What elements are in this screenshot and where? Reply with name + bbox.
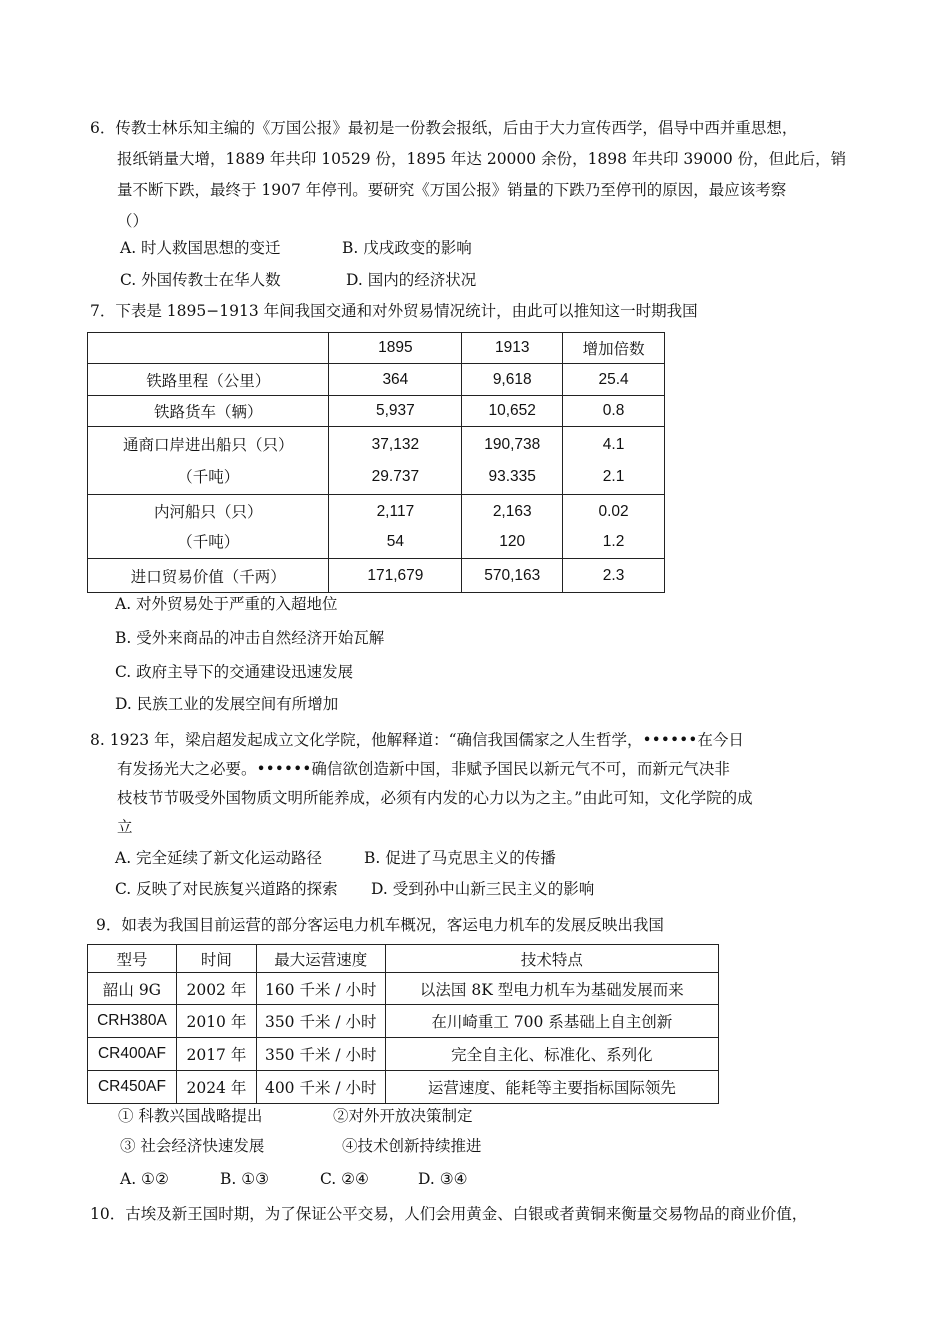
value-1895: 364 [329,364,462,396]
value-line: 0.02 [598,502,629,520]
header-cell [88,333,329,364]
value-1913: 9,618 [462,364,563,396]
question-9-statements-row-1 [118,1104,473,1128]
row-label: 铁路里程（公里） [88,364,329,396]
option-b: B. ①③ [220,1170,270,1188]
row-label-line: （千吨） [177,532,240,551]
question-7 [90,296,870,327]
speed-cell: 160 千米 / 小时 [256,973,385,1005]
year-cell: 2017 年 [176,1038,256,1071]
question-8-options-row-2 [115,877,594,901]
header-cell: 技术特点 [385,945,718,973]
question-7-number: 7． [90,302,116,320]
row-label-line: 通商口岸进出船只（只） [122,435,294,454]
question-9-number: 9． [96,916,122,934]
question-8-line-3: 枝枝节节吸受外国物质文明所能养成，必须有内发的心力以为之主。”由此可知，文化学院的成 [117,789,753,807]
question-6-line-3: 量不断下跌，最终于 1907 年停刊。要研究《万国公报》销量的下跌乃至停刊的原因，最应该考察 [117,181,787,199]
option-a: A. 时人救国思想的变迁 [120,239,281,257]
increase-ratio [563,427,665,495]
question-10-text: 古埃及新王国时期，为了保证公平交易，人们会用黄金、白银或者黄铜来衡量交易物品的商业价值， [125,1205,808,1223]
option-c: C. 反映了对民族复兴道路的探索 [115,880,338,898]
option-b: B. 受外来商品的冲击自然经济开始瓦解 [115,629,385,647]
row-label-line: 内河船只（只） [153,502,263,521]
question-7-text: 下表是 1895−1913 年间我国交通和对外贸易情况统计，由此可以推知这一时期我国 [115,302,698,320]
row-label-line: （千吨） [177,467,240,486]
option-a: A. 对外贸易处于严重的入超地位 [115,595,338,613]
question-6-line-1: 传教士林乐知主编的《万国公报》最初是一份教会报纸，后由于大力宣传西学，倡导中西并重思想， [115,119,798,137]
value-1913 [462,495,563,559]
question-8 [90,726,870,842]
increase-ratio: 25.4 [563,364,665,396]
question-6-number: 6． [90,119,116,137]
value-1895 [329,427,462,495]
option-d: D. 民族工业的发展空间有所增加 [115,695,339,713]
table-row [88,427,665,495]
option-b: B. 戊戌政变的影响 [342,239,472,257]
row-label [88,427,329,495]
statement-2: ②对外开放决策制定 [333,1107,473,1125]
speed-cell: 350 千米 / 小时 [256,1038,385,1071]
value-1913: 10,652 [462,396,563,427]
value-line: 120 [499,532,526,550]
question-9-options-row [120,1167,468,1191]
option-b: B. 促进了马克思主义的传播 [364,849,556,867]
question-6 [90,113,870,237]
value-1895 [329,495,462,559]
model-cell: 韶山 9G [88,973,177,1005]
option-c: C. 政府主导下的交通建设迅速发展 [115,663,354,681]
table-row [88,495,665,559]
header-cell: 最大运营速度 [256,945,385,973]
option-d: D. ③④ [418,1170,468,1188]
question-8-line-1: 1923 年，梁启超发起成立文化学院，他解释道：“确信我国儒家之人生哲学，••••••在今日 [109,731,744,749]
table-row [88,1071,719,1104]
header-cell: 1895 [329,333,462,364]
increase-ratio [563,495,665,559]
table-header-row [88,333,665,364]
question-10-number: 10． [90,1205,126,1223]
feature-cell: 运营速度、能耗等主要指标国际领先 [385,1071,718,1104]
trade-statistics-table [87,332,665,593]
row-label: 进口贸易价值（千两） [88,559,329,593]
value-line: 1.2 [602,532,625,550]
model-cell: CR450AF [88,1071,177,1104]
model-cell: CRH380A [88,1005,177,1038]
value-line: 190,738 [484,435,541,453]
statement-1: ① 科教兴国战略提出 [118,1107,263,1125]
speed-cell: 350 千米 / 小时 [256,1005,385,1038]
table-row [88,396,665,427]
model-cell: CR400AF [88,1038,177,1071]
table-row [88,559,665,593]
row-label [88,495,329,559]
question-6-line-4: （） [117,212,149,230]
year-cell: 2024 年 [176,1071,256,1104]
year-cell: 2002 年 [176,973,256,1005]
question-10 [90,1199,890,1230]
option-a: A. 完全延续了新文化运动路径 [115,849,323,867]
value-1895: 171,679 [329,559,462,593]
increase-ratio: 2.3 [563,559,665,593]
feature-cell: 在川崎重工 700 系基础上自主创新 [385,1005,718,1038]
table-row [88,973,719,1005]
table-row [88,1038,719,1071]
feature-cell: 以法国 8K 型电力机车为基础发展而来 [385,973,718,1005]
option-d: D. 国内的经济状况 [346,271,477,289]
option-d: D. 受到孙中山新三民主义的影响 [371,880,595,898]
value-line: 4.1 [602,435,625,453]
header-cell: 1913 [462,333,563,364]
table-row [88,364,665,396]
table-row [88,1005,719,1038]
value-line: 2,117 [376,502,415,520]
statement-3: ③ 社会经济快速发展 [120,1137,265,1155]
value-1913: 570,163 [462,559,563,593]
value-line: 54 [386,532,404,550]
question-9-statements-row-2 [120,1134,482,1158]
option-c: C. 外国传教士在华人数 [120,271,281,289]
value-1913 [462,427,563,495]
increase-ratio: 0.8 [563,396,665,427]
statement-4: ④技术创新持续推进 [342,1137,482,1155]
header-cell: 时间 [176,945,256,973]
question-9-text: 如表为我国目前运营的部分客运电力机车概况，客运电力机车的发展反映出我国 [121,916,664,934]
year-cell: 2010 年 [176,1005,256,1038]
header-cell: 型号 [88,945,177,973]
question-9 [96,910,876,941]
question-6-options-row-1 [120,236,472,260]
speed-cell: 400 千米 / 小时 [256,1071,385,1104]
value-line: 2,163 [492,502,532,520]
locomotive-table [87,944,719,1104]
value-line: 2.1 [602,467,625,485]
row-label: 铁路货车（辆） [88,396,329,427]
value-1895: 5,937 [329,396,462,427]
value-line: 29.737 [371,467,420,485]
value-line: 37,132 [371,435,420,453]
table-header-row [88,945,719,973]
question-6-line-2: 报纸销量大增，1889 年共印 10529 份，1895 年达 20000 余份，1898 年共印 39000 份，但此后，销 [117,150,847,168]
header-cell: 增加倍数 [563,333,665,364]
question-8-line-4: 立 [117,818,133,836]
feature-cell: 完全自主化、标准化、系列化 [385,1038,718,1071]
question-8-line-2: 有发扬光大之必要。••••••确信欲创造新中国，非赋予国民以新元气不可，而新元气决非 [117,760,730,778]
value-line: 93.335 [488,467,536,485]
option-a: A. ①② [120,1170,169,1188]
question-8-number: 8. [90,731,110,749]
question-8-options-row-1 [115,846,556,870]
question-6-options-row-2 [120,268,476,292]
option-c: C. ②④ [320,1170,369,1188]
